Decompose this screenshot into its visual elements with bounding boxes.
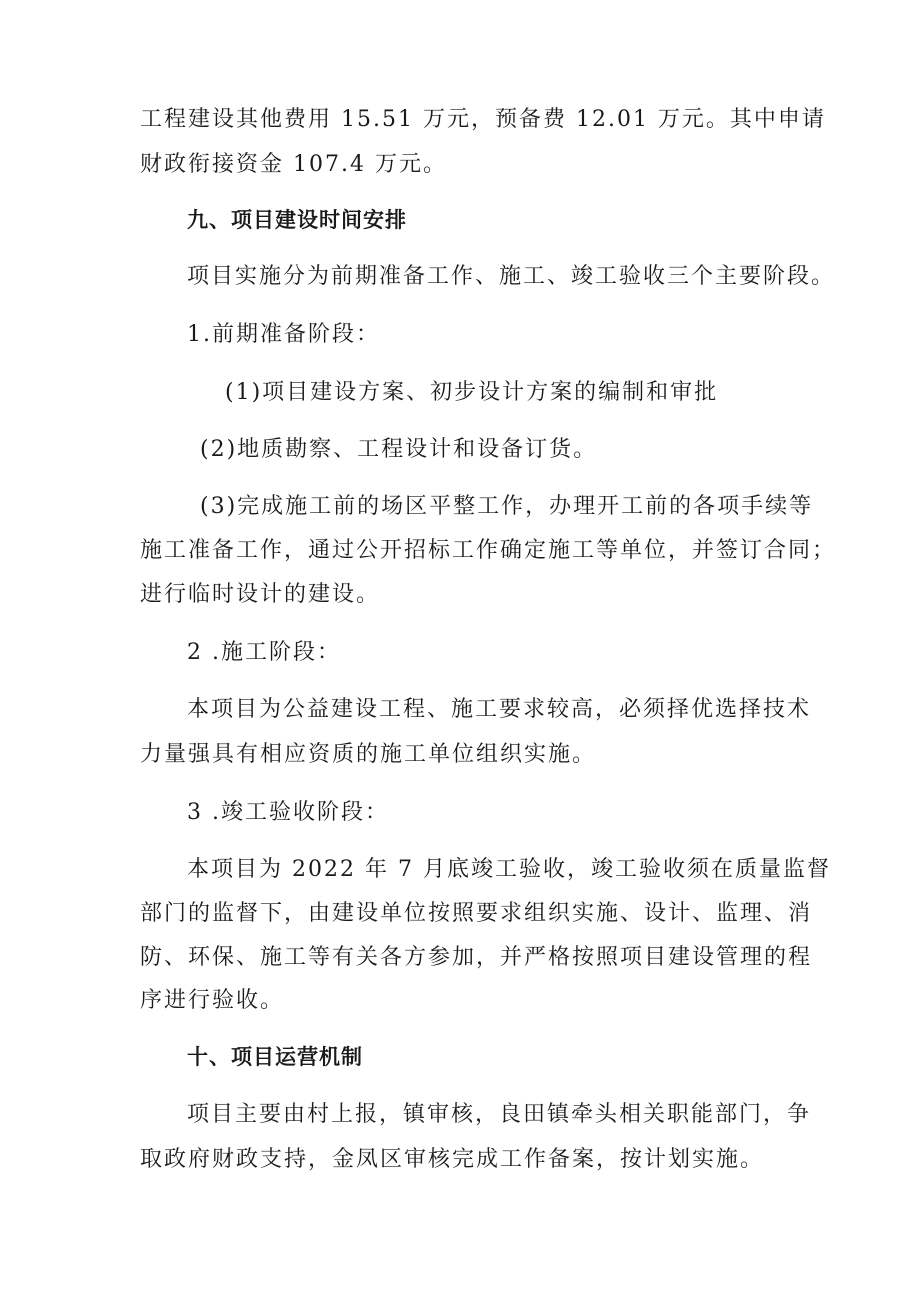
paragraph-line: 力量强具有相应资质的施工单位组织实施。 — [140, 742, 597, 767]
subheading-line: 1.前期准备阶段： — [187, 322, 380, 347]
paragraph-line: 本项目为 2022 年 7 月底竣工验收，竣工验收须在质量监督 — [187, 857, 831, 882]
paragraph-line: 进行临时设计的建设。 — [140, 582, 381, 607]
paragraph-line: 项目主要由村上报，镇审核，良田镇牵头相关职能部门，争 — [187, 1102, 812, 1127]
paragraph-line: 防、环保、施工等有关各方参加，并严格按照项目建设管理的程 — [140, 945, 813, 970]
paragraph-line: 部门的监督下，由建设单位按照要求组织实施、设计、监理、消 — [140, 901, 813, 926]
section-heading-nine: 九、项目建设时间安排 — [187, 208, 407, 232]
section-heading-ten: 十、项目运营机制 — [187, 1045, 363, 1069]
paragraph-line: 施工准备工作，通过公开招标工作确定施工等单位，并签订合同； — [140, 538, 837, 563]
paragraph-line: 取政府财政支持，金凤区审核完成工作备案，按计划实施。 — [140, 1147, 765, 1172]
paragraph-line: 序进行验收。 — [140, 988, 285, 1013]
paragraph-line: 项目实施分为前期准备工作、施工、竣工验收三个主要阶段。 — [187, 264, 836, 289]
paragraph-line: 本项目为公益建设工程、施工要求较高，必须择优选择技术 — [187, 697, 812, 722]
list-item: (1)项目建设方案、初步设计方案的编制和审批 — [225, 380, 719, 405]
subheading-line: 2 .施工阶段： — [187, 640, 341, 665]
list-item: (2)地质勘察、工程设计和设备订货。 — [200, 437, 598, 462]
list-item: (3)完成施工前的场区平整工作，办理开工前的各项手续等 — [200, 494, 814, 519]
subheading-line: 3 .竣工验收阶段： — [187, 800, 389, 825]
paragraph-line: 财政衔接资金 107.4 万元。 — [140, 152, 447, 177]
paragraph-line: 工程建设其他费用 15.51 万元，预备费 12.01 万元。其中申请 — [140, 107, 826, 132]
